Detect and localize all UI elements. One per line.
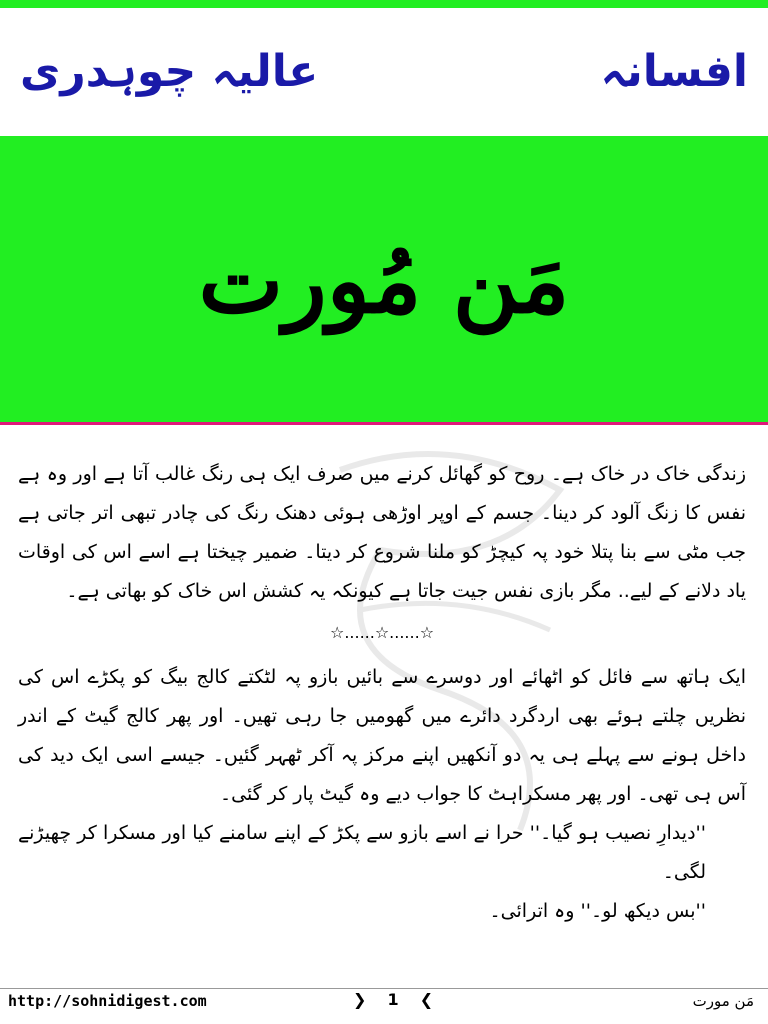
genre-label: افسانہ: [600, 46, 748, 97]
next-page-icon[interactable]: ❮: [419, 990, 434, 1009]
divider-rule: [0, 422, 768, 425]
section-separator: ☆......☆......☆: [329, 623, 435, 642]
prev-page-icon[interactable]: ❯: [353, 990, 367, 1009]
top-green-strip: [0, 0, 768, 8]
dialogue-line: ''بس دیکھ لو۔'' وہ اترائی۔: [489, 900, 706, 922]
footer-divider: [0, 988, 768, 989]
article-body: [18, 455, 746, 931]
paragraph: ایک ہاتھ سے فائل کو اٹھائے اور دوسرے سے بائیں بازو پہ لٹکتے کالج بیگ کو پکڑے اس کی نظریں چلتے ہوئے بھی اردگرد دائرے میں گھومیں جا رہی تھیں۔ اور پھر کالج گیٹ کے اندر داخل ہونے سے پہلے ہی یہ دو آنکھیں اپنے مرکز پہ آکر ٹھہر گئیں۔ جیسے اسی ایک دید کی آس ہی تھی۔ اور پھر مسکراہٹ کا جواب دیے وہ گیٹ پار کر گئی۔: [18, 666, 746, 805]
dialogue-line: ''دیدارِ نصیب ہو گیا۔'' حرا نے اسے بازو سے پکڑ کے اپنے سامنے کیا اور مسکرا کر چھیڑنے لگی۔: [18, 822, 706, 883]
page-navigator: [345, 990, 441, 1009]
author-name: عالیہ چوہدری: [20, 46, 319, 97]
footer-url-link[interactable]: http://sohnidigest.com: [8, 992, 207, 1010]
footer-story-title: مَن مورت: [692, 992, 754, 1010]
header-row: [0, 8, 768, 136]
title-band: [0, 136, 768, 422]
page-number: 1: [387, 990, 399, 1009]
paragraph: زندگی خاک در خاک ہے۔ روح کو گھائل کرنے میں صرف ایک ہی رنگ غالب آتا ہے اور وہ ہے نفس کا زنگ آلود کر دینا۔ جسم کے اوپر اوڑھی ہوئی دھنک رنگ کی چادر تبھی اتر جاتی ہے جب مٹی سے بنا پتلا خود پہ کیچڑ کو ملنا شروع کر دیتا۔ ضمیر چیختا ہے اسے اس کی اوقات یاد دلانے کے لیے.. مگر بازی نفس جیت جاتا ہے کیونکہ یہ کشش اس خاک کو بھاتی ہے۔: [18, 463, 746, 602]
story-title: مَن مُورت: [198, 228, 570, 334]
